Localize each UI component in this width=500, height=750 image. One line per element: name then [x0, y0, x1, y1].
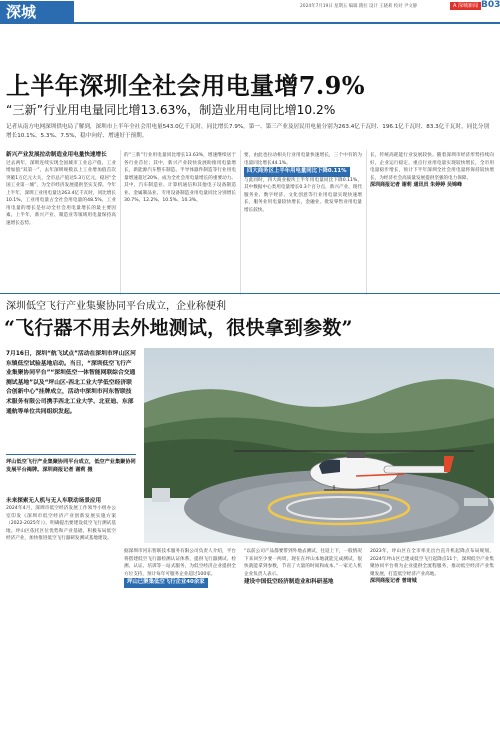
story2-colD-text: 2023年，坪山区在全市率先出台直升机起降点布局规划，2024年坪山区已建成低空飞行起降点11个，深圳低空产业集聚协同平台将为企业提供全流程服务，推动低空经济产业集聚发展，打造低空经济产业高地。 [370, 549, 494, 577]
photo-caption: 坪山低空飞行产业集聚协同平台成立，低空产业集聚协同发展平台揭牌。深圳商报记者 谢莉 摄 [6, 454, 136, 474]
story1-col2 [124, 152, 236, 205]
story1-col1 [6, 152, 116, 227]
story2-colB [124, 548, 236, 588]
helicopter-photo-illustration [144, 348, 494, 543]
story2-colC [244, 548, 362, 586]
story1-byline: 深圳商报记者 谢莉 通讯员 朱婷婷 吴锦峰 [370, 182, 462, 188]
story2-colA-heading: 未来探索无人机与无人车联动场景应用 [6, 498, 102, 504]
section-label: 深城 [0, 1, 74, 23]
headline-2: “飞行器不用去外地测试，很快拿到参数” [4, 317, 353, 339]
column-divider [240, 150, 241, 295]
story1-col3-heading: 四大商务区上半年用电量同比下降0.11% [244, 167, 350, 177]
story2-byline: 深圳商报记者 曾琦城 [370, 578, 417, 584]
story2-colC-text: “以前公司产品都要带到外地去测试，往返上下，一般情况下来回至少要一两周，现在在坪山本地就能完成测试，很快就能拿到参数，节省了大量的时间和成本。”一家无人机企业负责人表示。 [244, 549, 362, 577]
column-divider [120, 150, 121, 295]
column-divider [366, 150, 367, 295]
lead-paragraph-1: 记者从南方电网深圳供电局了解到，深圳市上半年全社会用电量543.0亿千瓦时，同比增长7.9%。第一、第三产业及居民用电量分别为263.4亿千瓦时、196.1亿千瓦时、83.3亿千瓦时，同比分别增长10.1%、5.3%、7.5%，稳中向好、增速好于预期。 [6, 124, 490, 139]
story2-colA [6, 497, 116, 543]
story1-col4-text: 长，传统高耗能行业发展较快。随着深圳市经济形势持续向好，企业运行稳定，重点行业用电量实现较快增长，全市用电量稳步增长，预计下半年深圳全社会用电量将保持较快增长，为经济社会高质量发展提供坚强的电力保障。 [370, 153, 494, 181]
headline-1: 上半年深圳全社会用电量增7.9% [6, 71, 365, 100]
section-tag: A 深城新闻 [450, 2, 481, 10]
section-rule [0, 293, 500, 294]
story1-col4 [370, 152, 494, 190]
story2-intro: 7月16日，深圳“航飞试点”活动在深圳市坪山区河东镇低空试验基地启动。当日，“深圳低空飞行产业集聚协同平台”“深圳低空一体智能网联综合交通测试基地”以及“坪山区-西北工业大学低空经济联合创新中心”挂牌成立，活动中深圳市河东智联技术服务有限公司携手西北工业大学、北亚迪、东部通航等单位共同组织发起。 [6, 351, 136, 415]
story2-colC-heading: 建设中国低空经济制造业和科研基地 [244, 579, 334, 585]
story1-col3 [244, 152, 362, 214]
story2-colD [370, 548, 494, 586]
story1-col3-text: 要，由此也拉动相关行业用电量快速增长，三个中有的为电量同比增长44.1%。 [244, 153, 362, 166]
story2-colB-heading: 坪山已聚集低空飞行企业40余家 [124, 578, 208, 588]
story2-kicker: 深圳低空飞行产业集聚协同平台成立，企业称便利 [6, 301, 226, 312]
page-number: B03 [481, 0, 500, 10]
story2-colA-text: 2024年4月，深圳市低空经济发展工作领导小组办公室印发《深圳市低空经济产业创新发展实施方案（2022-2025年）》，明确提出要建设低空飞行测试基地。坪山区依托区位优势和产业基础，积极布局低空经济产业，加快推进低空飞行器研发测试基地建设。 [6, 506, 116, 541]
story2-colB-text: 据深圳市河东智联技术服务有限公司负责人介绍，平台将搭建低空飞行器检测认证体系，提供飞行器测试、检测、认证、培训等一站式服务，为低空经济企业提供全方位支持，预计每年可服务企业超过100家。 [124, 549, 236, 577]
issue-meta: 2024年7月19日 星期五 编辑 隋拉 设计 王晓莉 校对 尹文静 [300, 4, 418, 9]
helicopter-photo [144, 348, 494, 543]
story1-col1-heading: 新兴产业发展拉动制造业用电量快速增长 [6, 152, 107, 158]
subheadline-1: “三新”行业用电量同比增13.63%，制造业用电同比增10.2% [6, 103, 336, 117]
page-header [0, 0, 500, 21]
story1-col1-text: 过去两年，深圳连续实现全国城市工业总产值、工业增加值“双第一”，去年深圳规模以上工业增加值首次突破1万亿元大关，全市总产值达5.3万亿元，稳居“全国工业第一城”，为全市经济发展提供坚实支撑。今年上半年，深圳工业用电量达263.4亿千瓦时，同比增长10.1%，工业用电量占全社会用电量的48.5%，工业用电量的增长是拉动全社会用电量增长的最主要因素。上半年，新兴产业、制造业等领域用电量保持高速增长态势。 [6, 160, 116, 226]
story1-col2-text: 的“三新”行业用电量同比增长13.63%，增速继续居于各行业首位；其中，新兴产业较快发展助推用电量增长，新能源汽车整车制造、半导体器件制造等行业用电量增速超过20%，成为全社会用电量增长的重要动力。其中，汽车制造业、计算机通信和其他电子设备制造业、金属制品业、专用设备制造业用电量同比分别增长30.7%、12.2%、10.5%、10.3%。 [124, 153, 236, 203]
story1-col3-text2: 与此同时，四大商业板块上半年用电量同比下降0.11%，其中数据中心类用电量增长0.3个百分点，新兴产业、现代服务业、数字经济、文化创意等行业用电量实现快速增长，服务业用电量较快增长，金融业、批发零售业用电量增长较快。 [244, 177, 362, 213]
header-rule [0, 22, 500, 24]
